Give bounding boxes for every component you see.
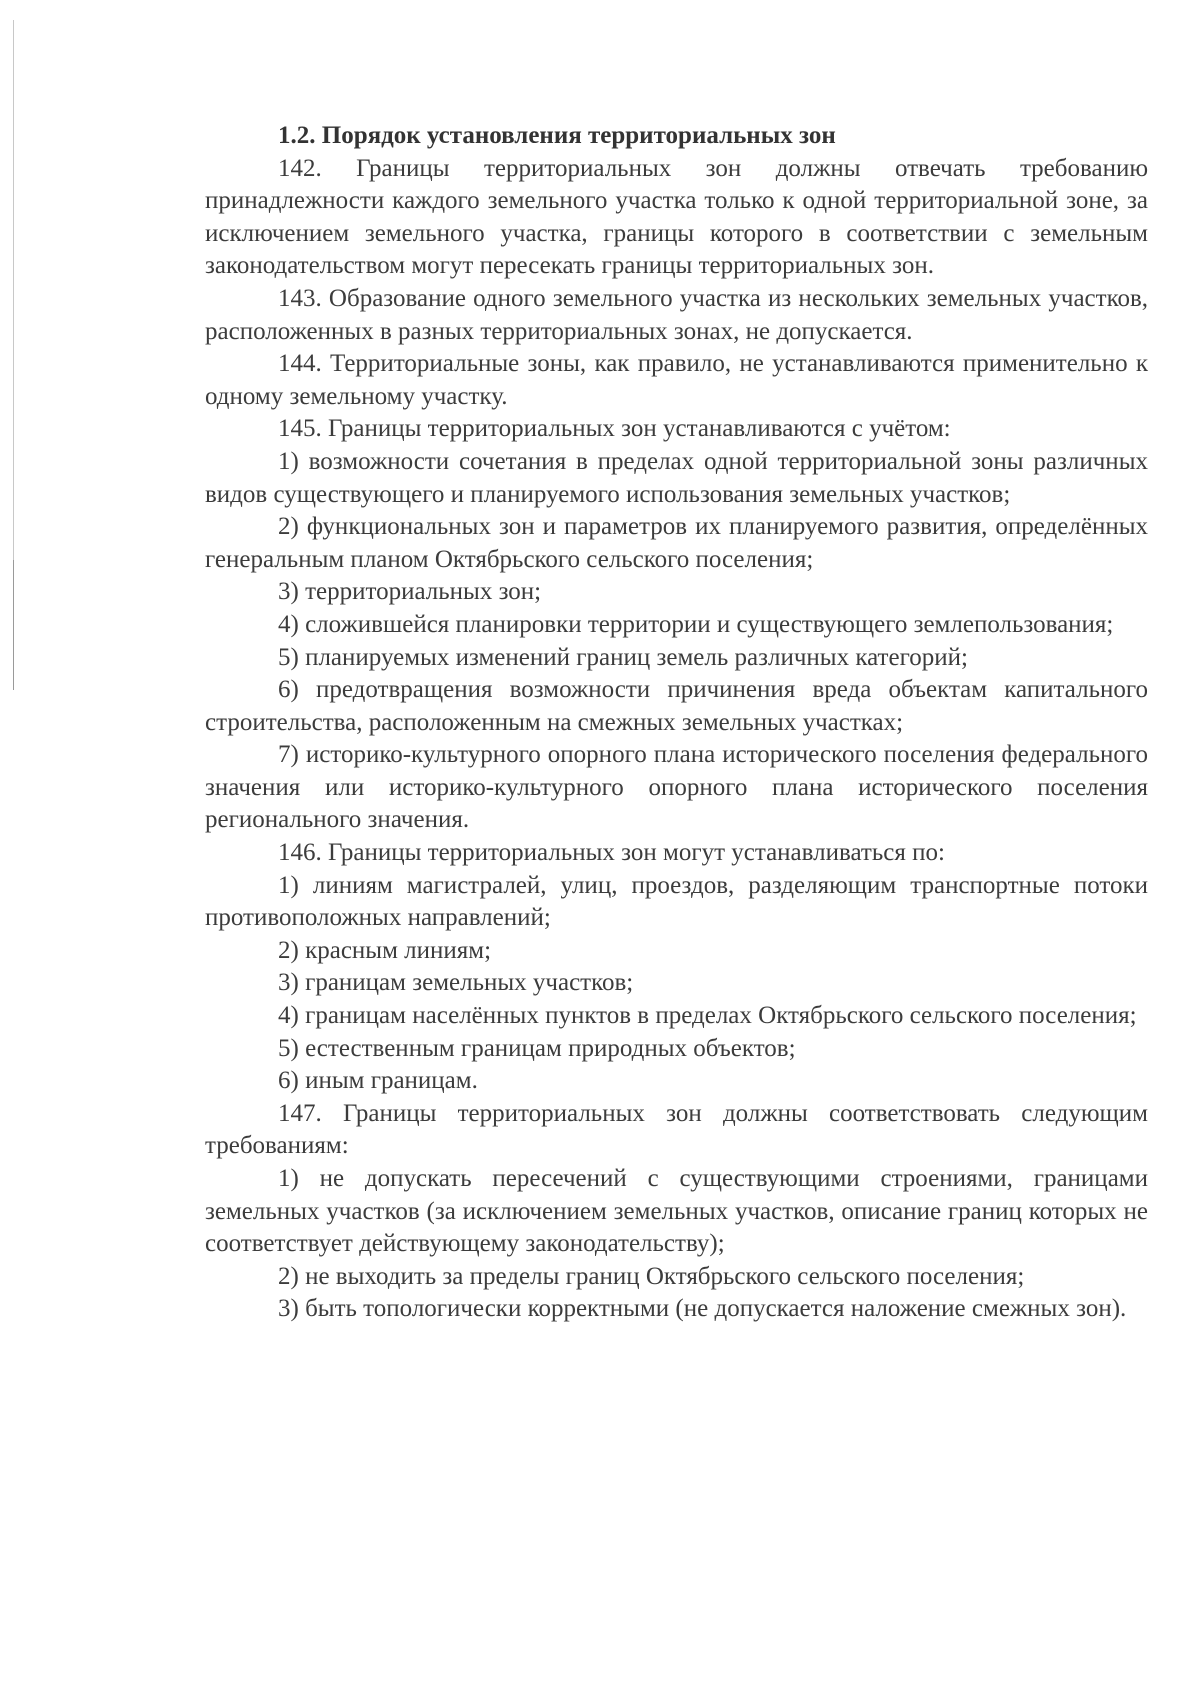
list-item-145-3: 3) территориальных зон;	[278, 578, 542, 606]
list-item-146-3: 3) границам земельных участков;	[278, 969, 634, 997]
paragraph-146: 146. Границы территориальных зон могут устанавливаться по:	[278, 839, 945, 867]
list-item-147-1: 1) не допускать пересечений с существующими строениями, границами земельных участков (за исключением земельных участков, описание границ которых не соответствует действующему законодательству);	[205, 1165, 1148, 1258]
list-item-145-6: 6) предотвращения возможности причинения вреда объектам капитального строительства, расположенным на смежных земельных участках;	[205, 676, 1148, 736]
paragraph-143: 143. Образование одного земельного участка из нескольких земельных участков, расположенных в разных территориальных зонах, не допускается.	[205, 284, 1148, 345]
list-item-145-4: 4) сложившейся планировки территории и существующего землепользования;	[278, 610, 1114, 638]
list-item-145-7: 7) историко-культурного опорного плана исторического поселения федерального значения или историко-культурного опорного плана исторического поселения регионального значения.	[205, 741, 1148, 834]
list-item-146-2: 2) красным линиям;	[278, 936, 492, 964]
list-item-145-1: 1) возможности сочетания в пределах одной территориальной зоны различных видов существующего и планируемого использования земельных участков;	[205, 447, 1148, 508]
paragraph-142: 142. Границы территориальных зон должны отвечать требованию принадлежности каждого земельного участка только к одной территориальной зоне, за исключением земельного участка, границы которого в соответствии с земельным законодательством могут пересекать границы территориальных зон.	[205, 154, 1148, 280]
list-item-147-2: 2) не выходить за пределы границ Октябрьского сельского поселения;	[278, 1262, 1025, 1290]
list-item-146-5: 5) естественным границам природных объектов;	[278, 1034, 796, 1062]
paragraph-145: 145. Границы территориальных зон устанавливаются с учётом:	[278, 415, 951, 443]
list-item-146-6: 6) иным границам.	[278, 1067, 478, 1095]
list-item-145-5: 5) планируемых изменений границ земель различных категорий;	[278, 643, 968, 671]
paragraph-147: 147. Границы территориальных зон должны соответствовать следующим требованиям:	[205, 1099, 1148, 1160]
paragraph-144: 144. Территориальные зоны, как правило, не устанавливаются применительно к одному земельному участку.	[205, 350, 1148, 410]
list-item-146-4: 4) границам населённых пунктов в пределах Октябрьского сельского поселения;	[278, 1002, 1137, 1030]
list-item-147-3: 3) быть топологически корректными (не допускается наложение смежных зон).	[278, 1295, 1127, 1323]
list-item-146-1: 1) линиям магистралей, улиц, проездов, разделяющим транспортные потоки противоположных направлений;	[205, 871, 1148, 932]
list-item-145-2: 2) функциональных зон и параметров их планируемого развития, определённых генеральным планом Октябрьского сельского поселения;	[205, 513, 1148, 573]
section-heading: 1.2. Порядок установления территориальных зон	[278, 122, 836, 149]
scan-edge-line-dark	[13, 560, 14, 690]
document-body	[205, 120, 1148, 1326]
